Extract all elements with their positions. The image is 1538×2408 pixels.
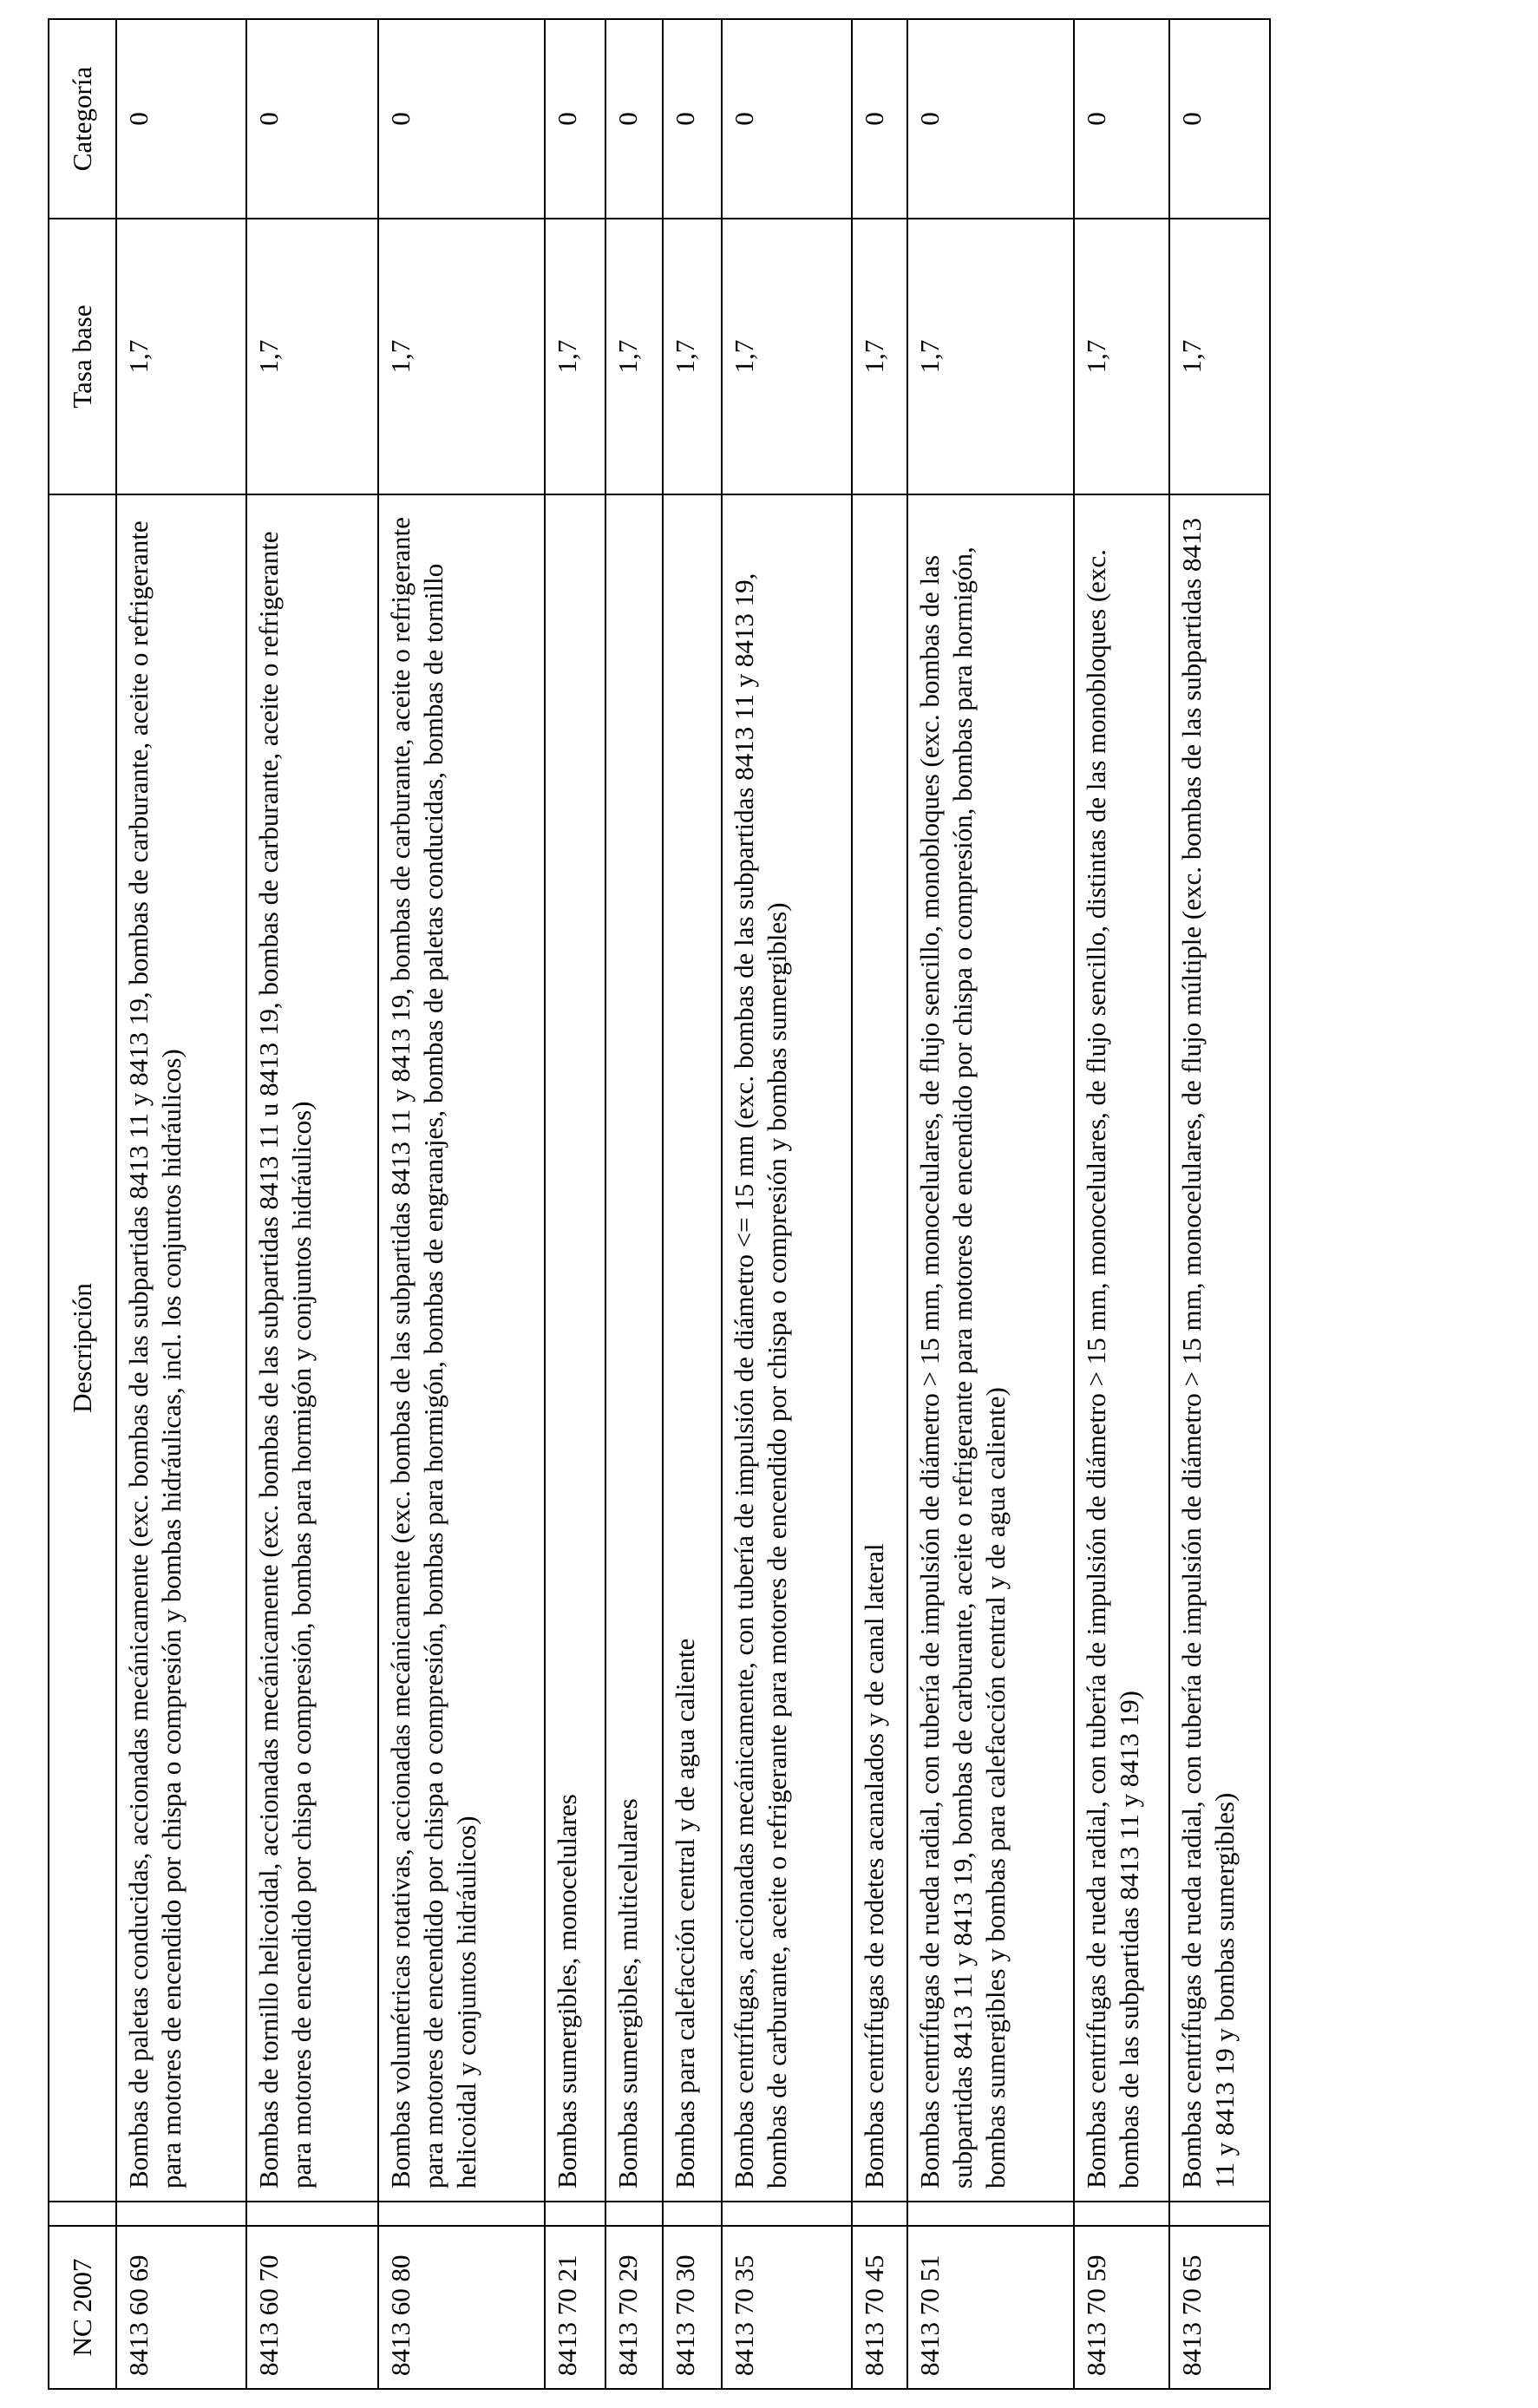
cell-category: 0 xyxy=(605,19,663,219)
cell-description: Bombas para calefacción central y de agua caliente xyxy=(663,494,722,2202)
cell-description: Bombas centrífugas de rueda radial, con tubería de impulsión de diámetro > 15 mm, monocelulares, de flujo sencillo, distintas de las monobloques (exc. bombas de las subpartidas 8413 11 y 8413 19) xyxy=(1074,494,1169,2202)
cell-code: 8413 70 35 xyxy=(722,2226,852,2389)
cell-description: Bombas centrífugas, accionadas mecánicamente, con tubería de impulsión de diámetro <= 15 mm (exc. bombas de las subpartidas 8413 11 y 8413 19, bombas de carburante, aceite o refrigerante para motores de encendido por chispa o compresión y bombas sumergibles) xyxy=(722,494,852,2202)
cell-rate: 1,7 xyxy=(852,219,907,494)
rotated-page xyxy=(48,20,1269,2390)
cell-category: 0 xyxy=(246,19,378,219)
cell-spacer xyxy=(545,2202,605,2226)
cell-code: 8413 70 51 xyxy=(907,2226,1074,2389)
cell-description: Bombas centrífugas de rueda radial, con tubería de impulsión de diámetro > 15 mm, monocelulares, de flujo sencillo, monobloques (exc. bombas de las subpartidas 8413 11 y 8413 19, bombas de carburante, aceite o refrigerante para motores de encendido por chispa o compresión, bombas para hormigón, bombas sumergibles y bombas para calefacción central y de agua caliente) xyxy=(907,494,1074,2202)
table-row xyxy=(605,19,663,2389)
header-spacer xyxy=(49,2202,116,2226)
cell-description: Bombas de paletas conducidas, accionadas mecánicamente (exc. bombas de las subpartidas 8413 11 y 8413 19, bombas de carburante, aceite o refrigerante para motores de encendido por chispa o compresión y bombas hidráulicas, incl. los conjuntos hidráulicos) xyxy=(116,494,246,2202)
table-row xyxy=(663,19,722,2389)
header-description: Descripción xyxy=(49,494,116,2202)
table-row xyxy=(1074,19,1169,2389)
cell-description: Bombas volumétricas rotativas, accionadas mecánicamente (exc. bombas de las subpartidas 8413 11 y 8413 19, bombas de carburante, aceite o refrigerante para motores de encendido por chispa o compresión, bombas para hormigón, bombas de engranajes, bombas de paletas conducidas, bombas de tornillo helicoidal y conjuntos hidráulicos) xyxy=(378,494,545,2202)
cell-category: 0 xyxy=(907,19,1074,219)
cell-code: 8413 60 69 xyxy=(116,2226,246,2389)
cell-rate: 1,7 xyxy=(1169,219,1270,494)
table-row xyxy=(545,19,605,2389)
cell-code: 8413 70 65 xyxy=(1169,2226,1270,2389)
cell-category: 0 xyxy=(378,19,545,219)
cell-code: 8413 60 80 xyxy=(378,2226,545,2389)
cell-spacer xyxy=(1074,2202,1169,2226)
cell-code: 8413 70 45 xyxy=(852,2226,907,2389)
cell-category: 0 xyxy=(1169,19,1270,219)
cell-rate: 1,7 xyxy=(1074,219,1169,494)
cell-spacer xyxy=(907,2202,1074,2226)
cell-rate: 1,7 xyxy=(605,219,663,494)
table-row xyxy=(722,19,852,2389)
cell-rate: 1,7 xyxy=(907,219,1074,494)
cell-category: 0 xyxy=(116,19,246,219)
cell-code: 8413 70 21 xyxy=(545,2226,605,2389)
cell-spacer xyxy=(116,2202,246,2226)
cell-rate: 1,7 xyxy=(378,219,545,494)
cell-rate: 1,7 xyxy=(246,219,378,494)
header-row xyxy=(49,19,116,2389)
cell-spacer xyxy=(663,2202,722,2226)
cell-description: Bombas sumergibles, monocelulares xyxy=(545,494,605,2202)
table-row xyxy=(246,19,378,2389)
cell-spacer xyxy=(605,2202,663,2226)
header-rate: Tasa base xyxy=(49,219,116,494)
cell-description: Bombas sumergibles, multicelulares xyxy=(605,494,663,2202)
header-code: NC 2007 xyxy=(49,2226,116,2389)
cell-category: 0 xyxy=(663,19,722,219)
cell-code: 8413 70 30 xyxy=(663,2226,722,2389)
cell-description: Bombas centrífugas de rueda radial, con tubería de impulsión de diámetro > 15 mm, monocelulares, de flujo múltiple (exc. bombas de las subpartidas 8413 11 y 8413 19 y bombas sumergibles) xyxy=(1169,494,1270,2202)
cell-spacer xyxy=(722,2202,852,2226)
cell-rate: 1,7 xyxy=(545,219,605,494)
cell-description: Bombas centrífugas de rodetes acanalados y de canal lateral xyxy=(852,494,907,2202)
cell-category: 0 xyxy=(545,19,605,219)
cell-spacer xyxy=(378,2202,545,2226)
cell-description: Bombas de tornillo helicoidal, accionadas mecánicamente (exc. bombas de las subpartidas 8413 11 u 8413 19, bombas de carburante, aceite o refrigerante para motores de encendido por chispa o compresión, bombas para hormigón y conjuntos hidráulicos) xyxy=(246,494,378,2202)
tariff-table xyxy=(48,18,1271,2390)
cell-rate: 1,7 xyxy=(116,219,246,494)
cell-rate: 1,7 xyxy=(722,219,852,494)
table-row xyxy=(852,19,907,2389)
cell-code: 8413 70 59 xyxy=(1074,2226,1169,2389)
table-row xyxy=(116,19,246,2389)
table-row xyxy=(907,19,1074,2389)
cell-code: 8413 70 29 xyxy=(605,2226,663,2389)
cell-spacer xyxy=(852,2202,907,2226)
table-row xyxy=(1169,19,1270,2389)
cell-category: 0 xyxy=(722,19,852,219)
cell-spacer xyxy=(1169,2202,1270,2226)
cell-code: 8413 60 70 xyxy=(246,2226,378,2389)
table-row xyxy=(378,19,545,2389)
cell-category: 0 xyxy=(1074,19,1169,219)
cell-rate: 1,7 xyxy=(663,219,722,494)
cell-spacer xyxy=(246,2202,378,2226)
header-category: Categoría xyxy=(49,19,116,219)
cell-category: 0 xyxy=(852,19,907,219)
